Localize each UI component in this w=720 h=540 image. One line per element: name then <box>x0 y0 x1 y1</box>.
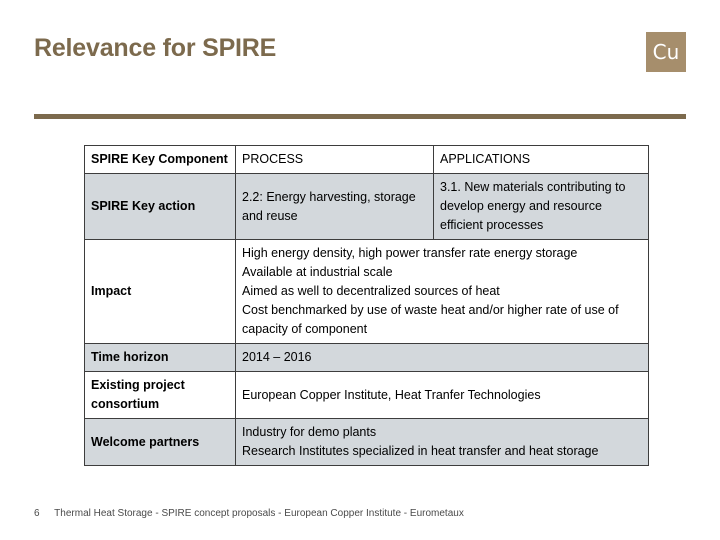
impact-content <box>236 240 649 344</box>
header-key-component: SPIRE Key Component <box>85 146 236 174</box>
title-divider <box>34 114 686 119</box>
impact-line: Aimed as well to decentralized sources of heat <box>242 284 500 298</box>
footer-text: Thermal Heat Storage - SPIRE concept proposals - European Copper Institute - Eurometaux <box>54 508 464 519</box>
partners-label: Welcome partners <box>85 419 236 466</box>
header-process: PROCESS <box>236 146 434 174</box>
partners-line: Research Institutes specialized in heat transfer and heat storage <box>242 444 599 458</box>
impact-line: Available at industrial scale <box>242 265 393 279</box>
header-applications: APPLICATIONS <box>434 146 649 174</box>
time-horizon-value: 2014 – 2016 <box>236 344 649 372</box>
table-row-header <box>85 146 649 174</box>
consortium-value: European Copper Institute, Heat Tranfer Technologies <box>236 372 649 419</box>
time-horizon-label: Time horizon <box>85 344 236 372</box>
slide-footer <box>34 508 464 519</box>
key-action-process: 2.2: Energy harvesting, storage and reuse <box>236 174 434 240</box>
table-row-partners <box>85 419 649 466</box>
table-row-time-horizon <box>85 344 649 372</box>
table-row-impact <box>85 240 649 344</box>
partners-line: Industry for demo plants <box>242 425 377 439</box>
key-action-applications: 3.1. New materials contributing to develop energy and resource efficient processes <box>434 174 649 240</box>
impact-label: Impact <box>85 240 236 344</box>
page-title: Relevance for SPIRE <box>34 34 277 62</box>
spire-relevance-table <box>84 145 649 466</box>
partners-content <box>236 419 649 466</box>
page-number: 6 <box>34 508 40 519</box>
copper-logo: Cu <box>646 32 686 72</box>
table-row-consortium <box>85 372 649 419</box>
table-row-key-action <box>85 174 649 240</box>
impact-line: Cost benchmarked by use of waste heat and/or higher rate of use of capacity of component <box>242 303 619 336</box>
key-action-label: SPIRE Key action <box>85 174 236 240</box>
consortium-label: Existing project consortium <box>85 372 236 419</box>
impact-line: High energy density, high power transfer rate energy storage <box>242 246 578 260</box>
